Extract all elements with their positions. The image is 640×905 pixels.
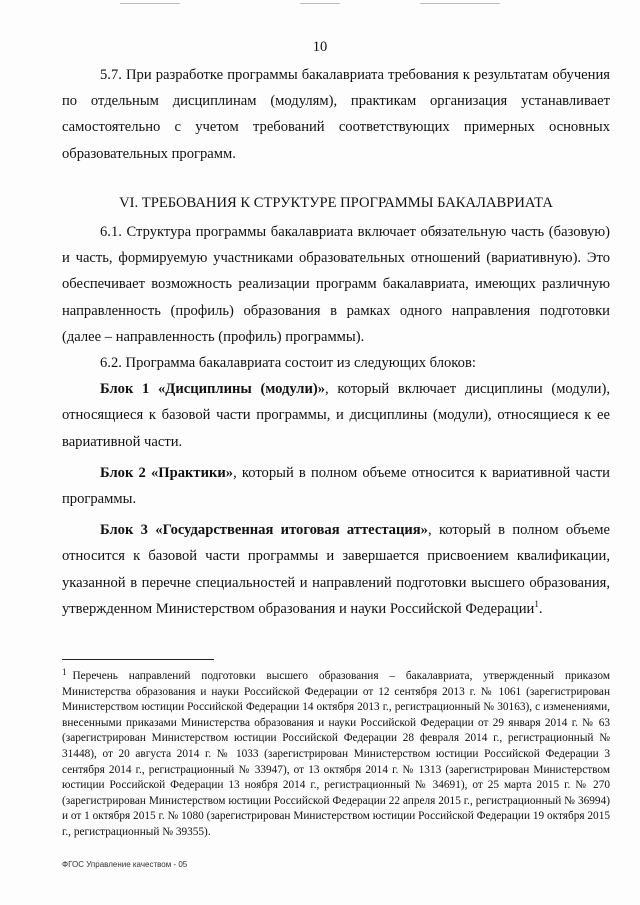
footnote-reference[interactable]: 1 xyxy=(534,598,539,609)
block-2-text: , который в полном объеме относится к вариативной части программы. xyxy=(62,464,610,508)
block-3-end: . xyxy=(538,600,543,617)
block-2-name: Блок 2 «Практики» xyxy=(100,464,234,481)
paragraph-6-1: 6.1. Структура программы бакалавриата включает обязательную часть (базовую) и часть, формируемую участниками образовательных отношений (вариативную). Это обеспечивает возможность реализации программ бакалавриата, имеющих различную направленность (профиль) образования в рамках одного направления подготовки (далее – направленность (профиль) программы). xyxy=(62,224,610,345)
block-2-paragraph xyxy=(62,460,610,512)
scan-artifact xyxy=(420,3,500,4)
footnote-text: Перечень направлений подготовки высшего образования – бакалавриата, утвержденный приказом Министерства образования и науки Российской Федерации от 12 сентября 2013 г. № 1061 (зарегистрирован Министерством юстиции Российской Федерации 14 октября 2013 г., регистрационный № 30163), с изменениями, внесенными приказами Министерства образования и науки Российской Федерации от 29 января 2014 г. № 63 (зарегистрирован Министерством юстиции Российской Федерации 28 февраля 2014 г., регистрационный № 31448), от 20 августа 2014 г. № 1033 (зарегистрирован Министерством юстиции Российской Федерации 3 сентября 2014 г., регистрационный № 33947), от 13 октября 2014 г. № 1313 (зарегистрирован Министерством юстиции Российской Федерации 13 ноября 2014 г., регистрационный № 34691), от 25 марта 2015 г. № 270 (зарегистрирован Министерством юстиции Российской Федерации 22 апреля 2015 г., регистрационный № 36994) и от 1 октября 2015 г. № 1080 (зарегистрирован Министерством юстиции Российской Федерации 19 октября 2015 г., регистрационный № 39355). xyxy=(62,670,610,838)
document-body xyxy=(62,62,610,622)
section-heading: VI. ТРЕБОВАНИЯ К СТРУКТУРЕ ПРОГРАММЫ БАКАЛАВРИАТА xyxy=(119,194,553,211)
block-1-name: Блок 1 «Дисциплины (модули)» xyxy=(100,381,326,398)
block-3-text: , который в полном объеме относится к базовой части программы и завершается присвоением квалификации, указанной в перечне специальностей и направлений подготовки высшего образования, утвержденном Министерством образования и науки Российской Федерации xyxy=(62,522,610,617)
block-3-paragraph xyxy=(62,517,610,622)
block-1-text: , который включает дисциплины (модули), относящиеся к базовой части программы, и дисциплины (модули), относящиеся к ее вариативной части. xyxy=(62,381,610,450)
scan-artifact xyxy=(300,3,340,4)
footnote-separator xyxy=(62,659,214,660)
paragraph-6-2: 6.2. Программа бакалавриата состоит из следующих блоков: xyxy=(100,355,476,372)
footnote-mark: 1 xyxy=(62,667,67,677)
paragraph-5-7: 5.7. При разработке программы бакалавриата требования к результатам обучения по отдельным дисциплинам (модулям), практикам организация устанавливает самостоятельно с учетом требований соответствующих примерных основных образовательных программ. xyxy=(62,67,610,162)
footnote xyxy=(62,665,610,841)
page-number: 10 xyxy=(312,39,328,55)
block-3-name: Блок 3 «Государственная итоговая аттестация» xyxy=(100,522,428,539)
block-1-paragraph xyxy=(62,376,610,455)
page-footer: ФГОС Управление качеством - 05 xyxy=(62,860,188,869)
scan-artifact xyxy=(120,3,180,4)
